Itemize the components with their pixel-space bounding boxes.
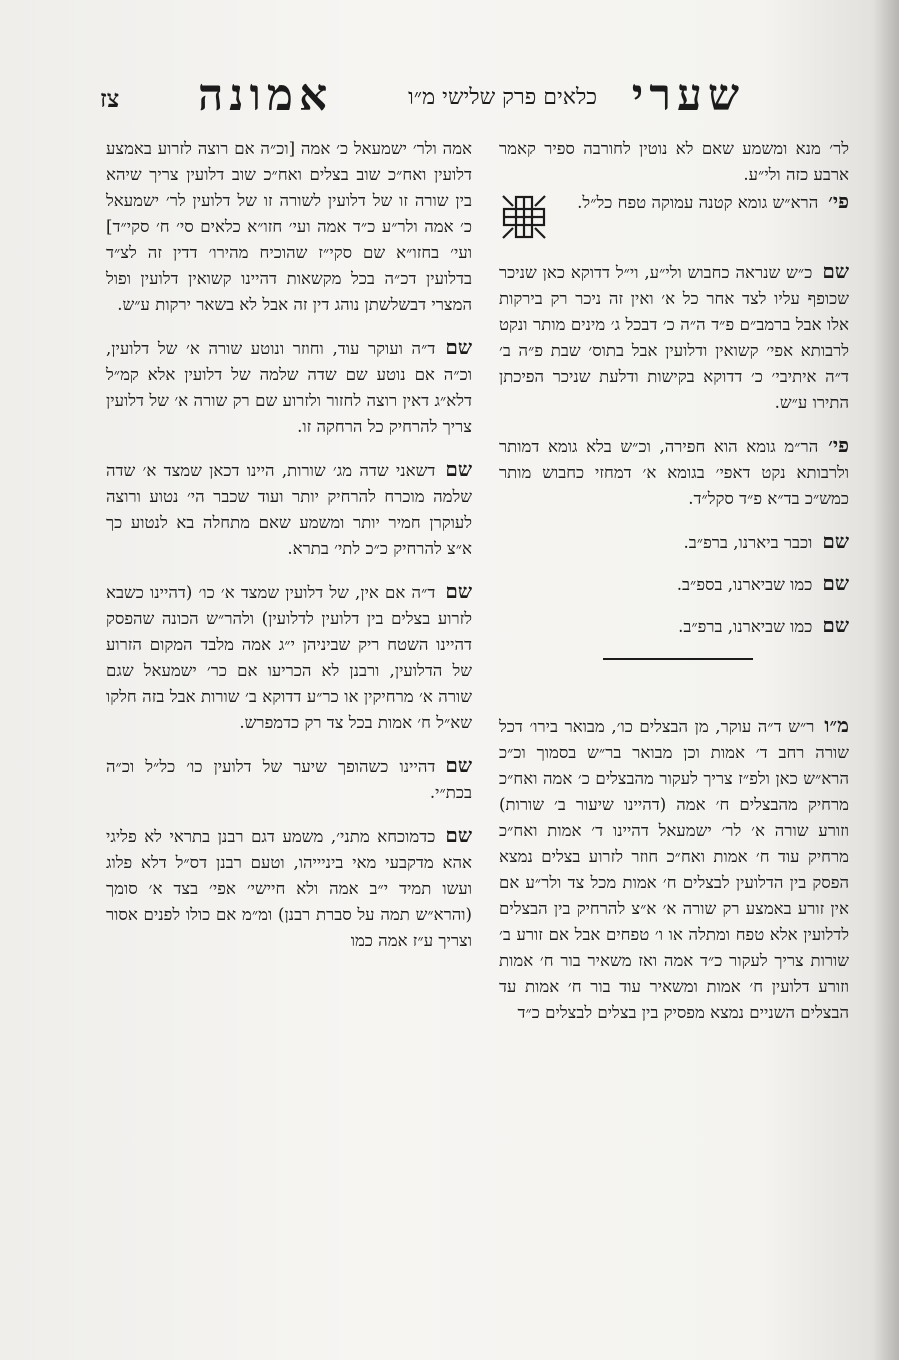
entry-label-shem: שם: [445, 335, 472, 359]
paragraph-text: דהיינו כשהופך שיער של דלועין כו׳ כל״ל וכ״ה בכת״י.: [106, 757, 472, 802]
page-edge-shadow: [873, 0, 899, 1360]
short-entry-1: [499, 528, 849, 556]
paragraph-pei-2: [499, 432, 849, 512]
entry-label-shem: שם: [445, 823, 472, 847]
right-column: [499, 136, 849, 1042]
paragraph-shem-left-2: [106, 456, 472, 562]
paragraph-text: כמו שביארנו, בספ״ב.: [676, 575, 813, 594]
entry-label-shem: שם: [822, 259, 849, 283]
ornament-row: [499, 188, 849, 242]
paragraph-text: הרא״ש גומא קטנה עמוקה טפח כל״ל.: [577, 193, 819, 212]
lattice-ornament-icon: [499, 192, 549, 242]
paragraph-text: ד״ה אם אין, של דלועין שמצד א׳ כו׳ (דהיינו כשבא לזרוע בצלים בין דלועין לדלועין) ולהר״ש הכונה שהפסק דהיינו השטח ריק שביניהן י״ג אמה מלבד המקום הזרוע של הדלועין, ורבנן לא הכריעו אם כר׳ ישמעאל שגם שורה א׳ מרחיקין או כר״ע דדוקא ב׳ שורות אבל בזה חלקו שא״ל ח׳ אמות בכל צד רק כדמפרש.: [106, 583, 472, 732]
entry-label-shem: שם: [445, 753, 472, 777]
paragraph-text: הר״מ גומא הוא חפירה, וכ״ש בלא גומא דמותר ולרבותא נקט דאפי׳ בגומא א׳ דמחזי כחבוש מותר כמש״כ בד״א פ״ד סקל״ד.: [499, 437, 849, 508]
chapter-subtitle: כלאים פרק שלישי מ״ו: [408, 85, 597, 110]
short-entry-2: [499, 570, 849, 598]
short-entry-3: [499, 612, 849, 640]
book-title-left: אמונה: [198, 70, 334, 121]
paragraph-text: לר׳ מנא ומשמע שאם לא נוטין לחורבה ספיר קאמר ארבע כזה ולי״ע.: [499, 139, 849, 184]
entry-label-shem: שם: [822, 529, 849, 553]
paragraph-text: כ״ש שנראה כחבוש ולי״ע, וי״ל דדוקא כאן שניכר שכופף עליו לצד אחר כל א׳ ואין זה ניכר רק בירקות אלו אבל ברמב״ם פ״ד ה״ה כ׳ דבכל ג׳ מינים מותר ונקט לרבותא אפי׳ קשואין ודלועין אבל בתוס׳ שבת פ״ה ב׳ ד״ה איתיבי׳ כ׳ דדוקא בקישות ודלעת שניכר הפיכתן התירו ע״ש.: [499, 263, 849, 412]
paragraph-left-intro: [106, 136, 472, 318]
paragraph-shem-left-3: [106, 578, 472, 736]
paragraph-text: ר״ש ד״ה עוקר, מן הבצלים כו׳, מבואר בירו׳ דכל שורה רחב ד׳ אמות וכן מבואר בר״ש בסמוך וכ״כ הרא״ש כאן ולפ״ז צריך לעקור מהבצלים כ׳ אמה ואח״כ מרחיק מהבצלים ח׳ אמה (דהיינו שיעור ב׳ שורות) וזורע שורה א׳ לר׳ ישמעאל דהיינו ד׳ אמות ואח״כ מרחיק עוד ח׳ אמות ואח״כ חוזר לזרוע בצלים נמצא הפסק בין הדלועין לבצלים ח׳ אמות מכל צד ולר״ע אם אין זורע באמצע רק שורה א׳ א״צ להרחיק בין הבצלים לדלועין אלא טפח ומתלה או ו׳ טפחים אבל אם זורע ב׳ שורות צריך לעקור כ״ד אמה ואז משאיר בור ח׳ אמות וזורע דלועין ח׳ אמות ומשאיר עוד בור ח׳ אמות עד הבצלים השניים נמצא מפסיק בין בצלים לבצלים כ״ד: [499, 717, 849, 1022]
paragraph-text: דשאני שדה מג׳ שורות, היינו דכאן שמצד א׳ שדה שלמה מוכרח להרחיק יותר ועוד שכבר הי׳ נטוע ורוצה לעוקרן חמיר יותר ומשמע שאם מתחלה בא לנטוע כך א״צ להרחיק כ״כ לתי׳ בתרא.: [106, 461, 472, 558]
book-title-right: שערי: [631, 70, 745, 121]
paragraph-text: ד״ה ועוקר עוד, וחוזר ונוטע שורה א׳ של דלועין, וכ״ה אם נוטע שם שדה שלמה של דלועין אלא קמ״ל דלא״ג דאין רוצה לחזור ולזרוע שם רק שורה א׳ של דלועין צריך להרחיק כל הרחקה זו.: [106, 339, 472, 436]
paragraph-shem-left-1: [106, 334, 472, 440]
paragraph-text: וכבר ביארנו, ברפ״ב.: [683, 533, 813, 552]
paragraph-text: כדמוכחא מתני׳, משמע דגם רבנן בתראי לא פליגי אהא מדקבעי מאי ביניייהו, וטעם רבנן דס״ל דלא פלוג ועשו תמיד י״ב אמה ולא חיישי׳ אפי׳ בצד א׳ סומך (והרא״ש תמה על סברת רבנן) ומ״מ אם כולו לפנים אסור וצריך ע״ז אמה כמו: [106, 827, 472, 950]
section-divider: [603, 658, 753, 660]
paragraph-shem-left-4: [106, 752, 472, 806]
paragraph-shem-left-5: [106, 822, 472, 954]
entry-label-shem: שם: [445, 579, 472, 603]
page-number: צז: [100, 84, 120, 113]
entry-label-pei: פי׳: [828, 189, 849, 213]
paragraph-pei-1: [557, 188, 849, 216]
left-column: [106, 136, 472, 970]
entry-label-shem: שם: [822, 613, 849, 637]
page-header: [100, 70, 745, 126]
paragraph-shem-right-1: [499, 258, 849, 416]
entry-label-shem: שם: [445, 457, 472, 481]
paragraph-right-intro: [499, 136, 849, 242]
entry-label-shem: שם: [822, 571, 849, 595]
entry-label-pei: פי׳: [828, 433, 849, 457]
paragraph-text: כמו שביארנו, ברפ״ב.: [678, 617, 813, 636]
entry-label-mishna: מ״ו: [824, 713, 849, 737]
paragraph-text: אמה ולר׳ ישמעאל כ׳ אמה [וכ״ה אם רוצה לזרוע באמצע דלועין ואח״כ שוב בצלים ואח״כ שוב דלועין צריך שיהא בין שורה זו של דלועין לשורה זו של דלועין לר׳ ישמעאל כ׳ אמה ולר״ע כ״ד אמה ועי׳ חזו״א כלאים סי׳ ח׳ סקי״ד] ועי׳ בחזו״א שם סקי״ז שהוכיח מהירו׳ דדין זה לצ״ד בדלועין דכ״ה בכל מקשאות דהיינו קשואין דלועין ופול המצרי דבשלשתן נוהג דין זה אבל לא בשאר ירקות ע״ש.: [106, 139, 472, 314]
paragraph-mishna-46: [499, 712, 849, 1026]
